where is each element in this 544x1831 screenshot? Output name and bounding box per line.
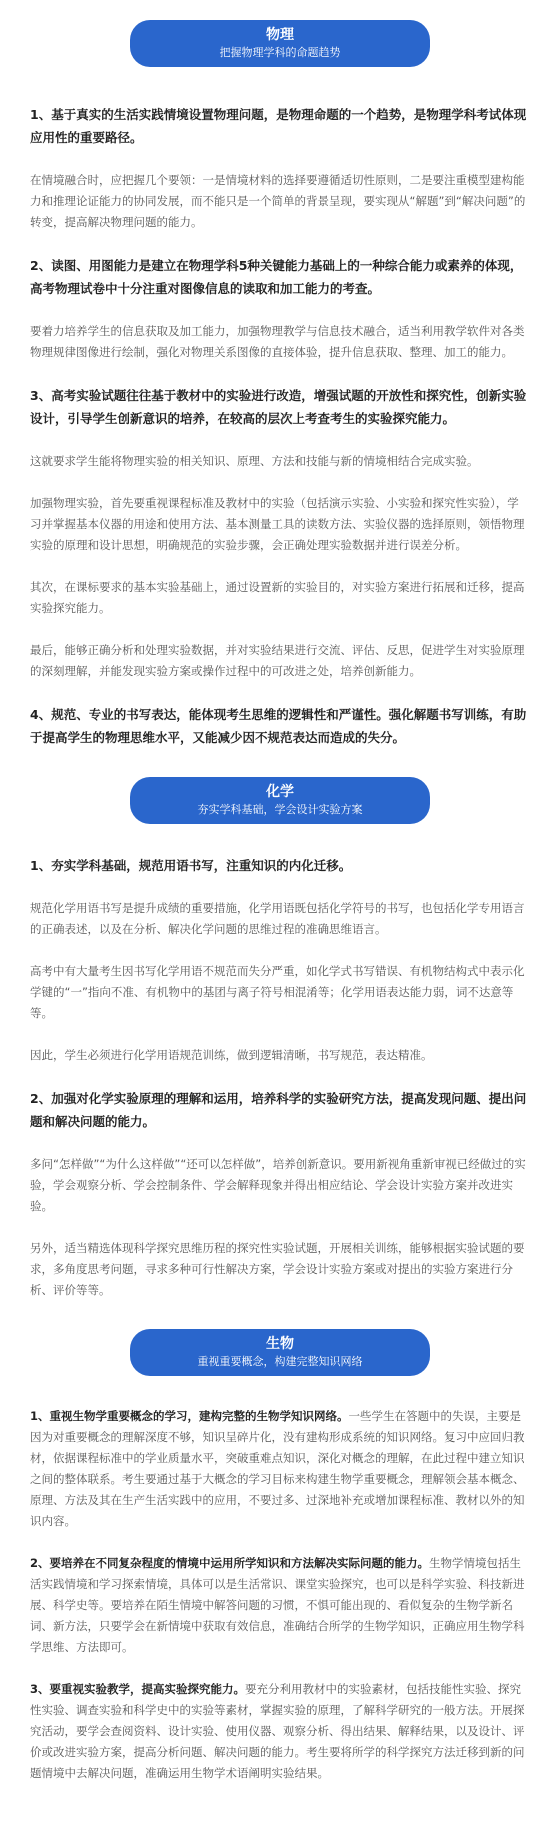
section-header-physics [130, 20, 430, 67]
point-heading: 1、夯实学科基础，规范用语书写，注重知识的内化迁移。 [30, 858, 352, 873]
paragraph: 另外，适当精选体现科学探究思维历程的探究性实验试题，开展相关训练，能够根据实验试题的要求，多角度思考问题，寻求多种可行性解决方案，学会设计实验方案或对提出的实验方案进行分析、评价等等。 [30, 1241, 525, 1297]
paragraph: 要着力培养学生的信息获取及加工能力，加强物理教学与信息技术融合，适当利用教学软件对各类物理规律图像进行绘制，强化对物理关系图像的直接体验，提升信息获取、整理、加工的能力。 [30, 324, 525, 359]
point-paragraph [30, 1679, 530, 1784]
point-heading: 4、规范、专业的书写表达，能体现考生思维的逻辑性和严谨性。强化解题书写训练，有助于提高学生的物理思维水平，又能减少因不规范表达而造成的失分。 [30, 707, 527, 745]
paragraph: 这就要求学生能将物理实验的相关知识、原理、方法和技能与新的情境相结合完成实验。 [30, 454, 479, 468]
point-body: 一些学生在答题中的失误，主要是因为对重要概念的理解深度不够，知识呈碎片化，没有建构形成系统的知识网络。复习中应回归教材，依据课程标准中的学业质量水平，突破重难点知识，深化对概念的理解，在此过程中建立知识之间的整体联系。考生要通过基于大概念的学习目标来构建生物学重要概念，理解领会基本概念、原理、方法及其在生产生活实践中的应用，不要过多、过深地补充或增加课程标准、教材以外的知识内容。 [30, 1409, 525, 1528]
section-subtitle: 把握物理学科的命题趋势 [219, 46, 341, 59]
paragraph: 高考中有大量考生因书写化学用语不规范而失分严重，如化学式书写错误、有机物结构式中表示化学键的“一”指向不准、有机物中的基团与离子符号相混淆等；化学用语表达能力弱，词不达意等等。 [30, 964, 525, 1020]
point-heading: 2、读图、用图能力是建立在物理学科5种关键能力基础上的一种综合能力或素养的体现，高考物理试卷中十分注重对图像信息的读取和加工能力的考查。 [30, 258, 523, 296]
point-body: 要充分利用教材中的实验素材，包括技能性实验、探究性实验、调查实验和科学史中的实验等素材，掌握实验的原理，了解科学研究的一般方法。开展探究活动，要学会查阅资料、设计实验、使用仪器、观察分析、得出结果、解释结果，以及设计、评价或改进实验方案，提高分析问题、解决问题的能力。考生要将所学的科学探究方法迁移到新的问题情境中去解决问题，准确运用生物学术语阐明实验结果。 [30, 1682, 525, 1780]
paragraph: 多问“怎样做”“为什么这样做”“还可以怎样做”，培养创新意识。要用新视角重新审视已经做过的实验，学会观察分析、学会控制条件、学会解释现象并得出相应结论、学会设计实验方案并改进实验。 [30, 1157, 526, 1213]
section-subtitle: 夯实学科基础，学会设计实验方案 [197, 803, 363, 816]
section-chemistry [30, 777, 530, 1301]
section-subtitle: 重视重要概念，构建完整知识网络 [197, 1355, 363, 1368]
point-heading: 1、重视生物学重要概念的学习，建构完整的生物学知识网络。 [30, 1409, 349, 1423]
section-title: 生物 [266, 1336, 294, 1352]
paragraph: 加强物理实验，首先要重视课程标准及教材中的实验（包括演示实验、小实验和探究性实验），学习并掌握基本仪器的用途和使用方法、基本测量工具的读数方法、实验仪器的选择原则，领悟物理实验的原理和设计思想，明确规范的实验步骤，会正确处理实验数据并进行误差分析。 [30, 496, 525, 552]
point-heading: 3、高考实验试题往往基于教材中的实验进行改造，增强试题的开放性和探究性，创新实验设计，引导学生创新意识的培养，在较高的层次上考查考生的实验探究能力。 [30, 388, 527, 426]
point-body: 生物学情境包括生活实践情境和学习探索情境，具体可以是生活常识、课堂实验探究，也可以是科学实验、科技新进展、科学史等。要培养在陌生情境中解答问题的习惯，不惧可能出现的、看似复杂的生物学新名词、新方法，只要学会在新情境中获取有效信息，准确结合所学的生物学知识，正确应用生物学科学思维、方法即可。 [30, 1556, 525, 1654]
point-heading: 1、基于真实的生活实践情境设置物理问题，是物理命题的一个趋势，是物理学科考试体现应用性的重要路径。 [30, 107, 527, 145]
paragraph: 规范化学用语书写是提升成绩的重要措施，化学用语既包括化学符号的书写，也包括化学专用语言的正确表述，以及在分析、解决化学问题的思维过程的准确思维语言。 [30, 901, 525, 936]
section-physics [30, 20, 530, 749]
point-heading: 2、加强对化学实验原理的理解和运用，培养科学的实验研究方法，提高发现问题、提出问题和解决问题的能力。 [30, 1091, 527, 1129]
point-heading: 3、要重视实验教学，提高实验探究能力。 [30, 1682, 245, 1696]
point-paragraph [30, 1553, 530, 1658]
point-paragraph [30, 1406, 530, 1532]
paragraph: 最后，能够正确分析和处理实验数据，并对实验结果进行交流、评估、反思，促进学生对实验原理的深刻理解，并能发现实验方案或操作过程中的可改进之处，培养创新能力。 [30, 643, 525, 678]
section-header-biology [130, 1329, 430, 1376]
paragraph: 其次，在课标要求的基本实验基础上，通过设置新的实验目的，对实验方案进行拓展和迁移，提高实验探究能力。 [30, 580, 525, 615]
paragraph: 因此，学生必须进行化学用语规范训练，做到逻辑清晰，书写规范，表达精准。 [30, 1048, 433, 1062]
point-heading: 2、要培养在不同复杂程度的情境中运用所学知识和方法解决实际问题的能力。 [30, 1556, 429, 1570]
section-biology [30, 1329, 530, 1784]
section-header-chemistry [130, 777, 430, 824]
paragraph: 在情境融合时，应把握几个要领：一是情境材料的选择要遵循适切性原则，二是要注重模型建构能力和推理论证能力的协同发展，而不能只是一个简单的背景呈现，要实现从“解题”到“解决问题”的转变，提高解决物理问题的能力。 [30, 173, 526, 229]
section-title: 物理 [266, 27, 294, 43]
section-title: 化学 [266, 784, 294, 800]
